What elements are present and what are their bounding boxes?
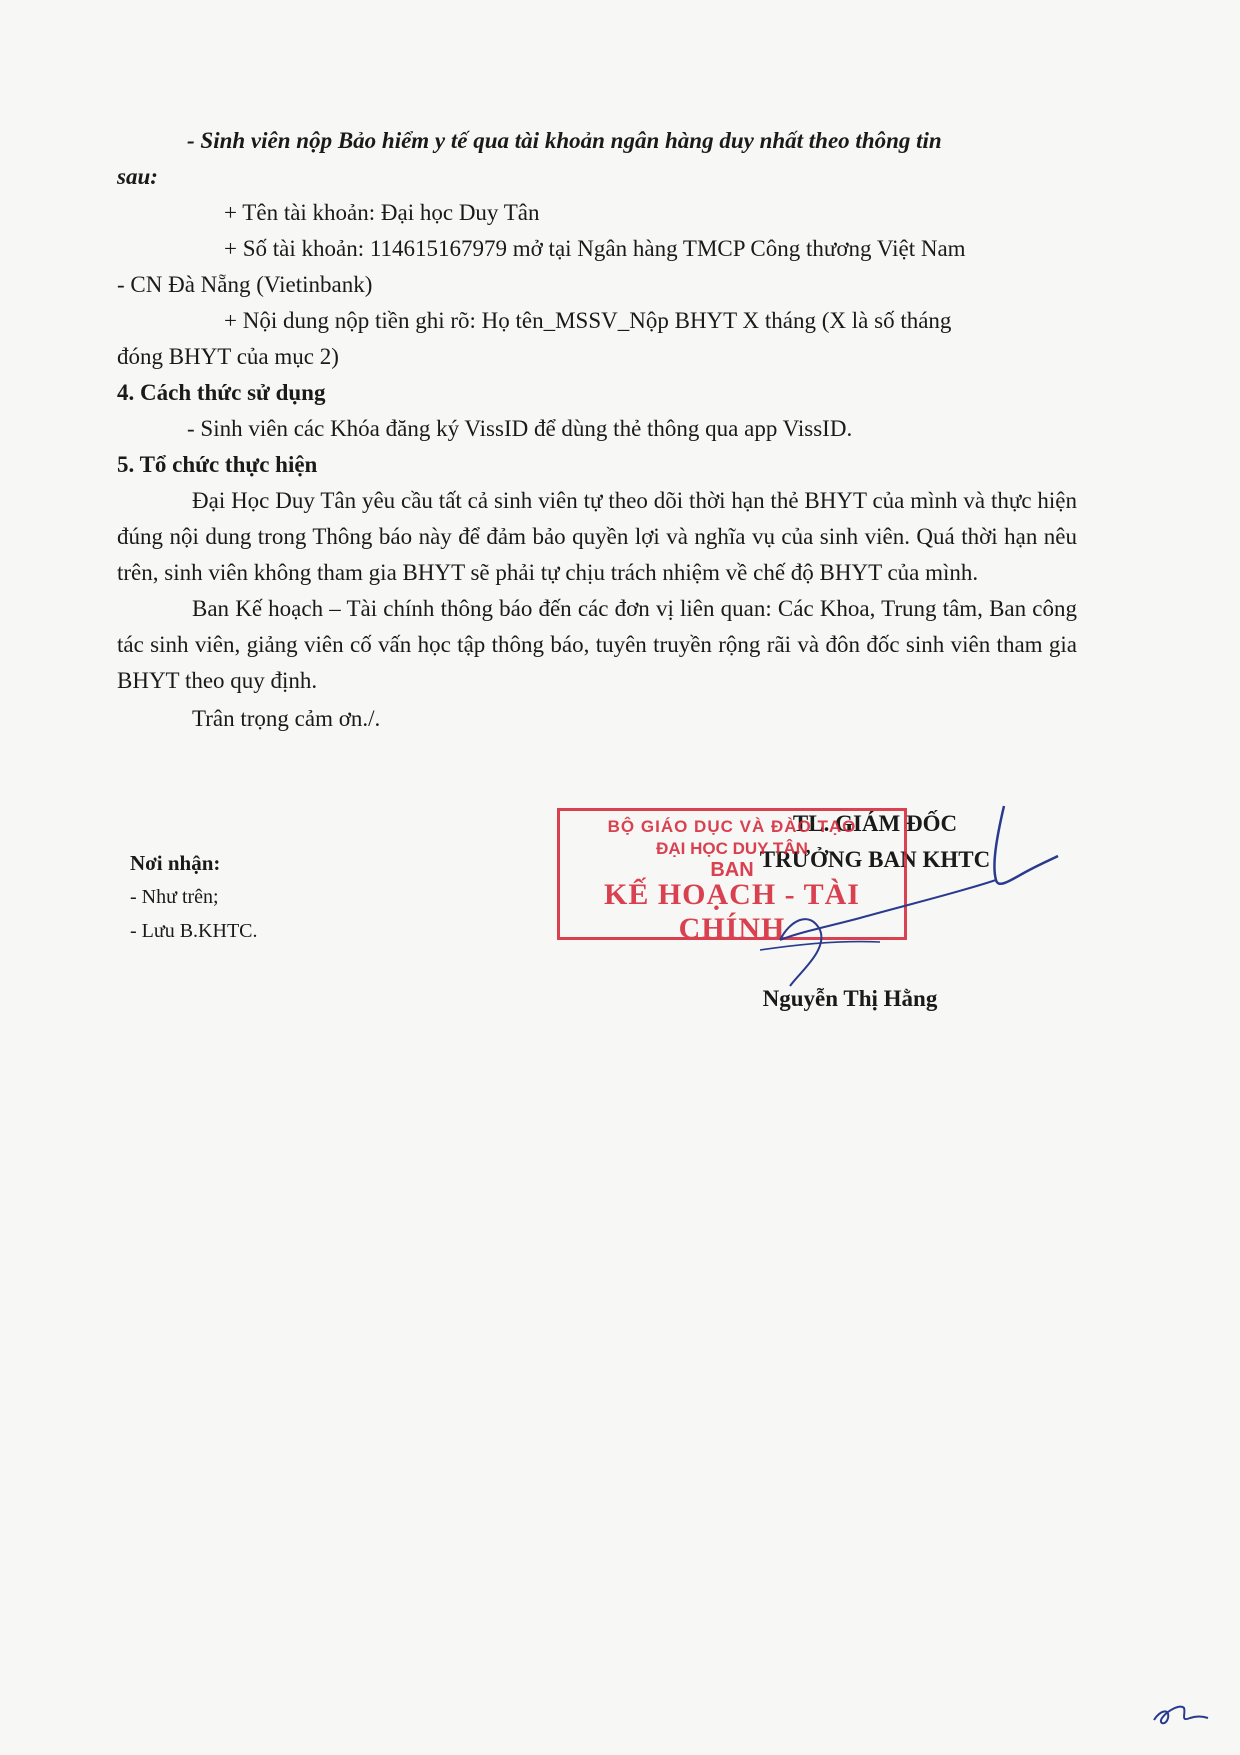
section4-text: - Sinh viên các Khóa đăng ký VissID để dùng thẻ thông qua app VissID. bbox=[187, 416, 853, 441]
account-name: + Tên tài khoản: Đại học Duy Tân bbox=[224, 200, 540, 225]
account-number-line1: + Số tài khoản: 114615167979 mở tại Ngân hàng TMCP Công thương Việt Nam bbox=[224, 236, 966, 261]
recipient-item: - Như trên; bbox=[130, 886, 219, 908]
recipients-title: Nơi nhận: bbox=[130, 851, 221, 875]
payment-content-line2: đóng BHYT của mục 2) bbox=[117, 344, 339, 369]
signature-line2: TRƯỞNG BAN KHTC bbox=[759, 847, 991, 872]
official-stamp bbox=[557, 808, 907, 945]
stamp-line2: ĐẠI HỌC DUY TÂN bbox=[656, 839, 808, 858]
payment-intro-line2: sau: bbox=[117, 164, 158, 189]
stamp-line4: KẾ HOẠCH - TÀI CHÍNH bbox=[604, 878, 860, 945]
recipients-block bbox=[130, 846, 258, 948]
closing-text: Trân trọng cảm ơn./. bbox=[192, 706, 381, 731]
signer-name: Nguyễn Thị Hằng bbox=[762, 986, 938, 1011]
signature-line1: TL. GIÁM ĐỐC bbox=[792, 811, 958, 836]
initial-mark bbox=[1150, 1700, 1210, 1730]
section5-paragraph2: Ban Kế hoạch – Tài chính thông báo đến các đơn vị liên quan: Các Khoa, Trung tâm, Ban công tác sinh viên, giảng viên cố vấn học tập thông báo, tuyên truyền rộng rãi và đôn đốc sinh viên tham gia BHYT theo quy định. bbox=[117, 596, 1077, 693]
section4-heading: 4. Cách thức sử dụng bbox=[117, 380, 326, 405]
payment-intro-line1: - Sinh viên nộp Bảo hiểm y tế qua tài khoản ngân hàng duy nhất theo thông tin bbox=[187, 128, 942, 153]
stamp-line3: BAN bbox=[710, 859, 754, 881]
section5-paragraph1: Đại Học Duy Tân yêu cầu tất cả sinh viên tự theo dõi thời hạn thẻ BHYT của mình và thực hiện đúng nội dung trong Thông báo này để đảm bảo quyền lợi và nghĩa vụ của sinh viên. Quá thời hạn nêu trên, sinh viên không tham gia BHYT sẽ phải tự chịu trách nhiệm về chế độ BHYT của mình. bbox=[117, 488, 1077, 585]
payment-content-line1: + Nội dung nộp tiền ghi rõ: Họ tên_MSSV_Nộp BHYT X tháng (X là số tháng bbox=[224, 308, 952, 333]
recipient-item: - Lưu B.KHTC. bbox=[130, 920, 258, 942]
document-body bbox=[117, 123, 1077, 737]
account-number-line2: - CN Đà Nẵng (Vietinbank) bbox=[117, 272, 373, 297]
section5-heading: 5. Tổ chức thực hiện bbox=[117, 452, 318, 477]
stamp-line1: BỘ GIÁO DỤC VÀ ĐÀO TẠO bbox=[607, 817, 857, 836]
